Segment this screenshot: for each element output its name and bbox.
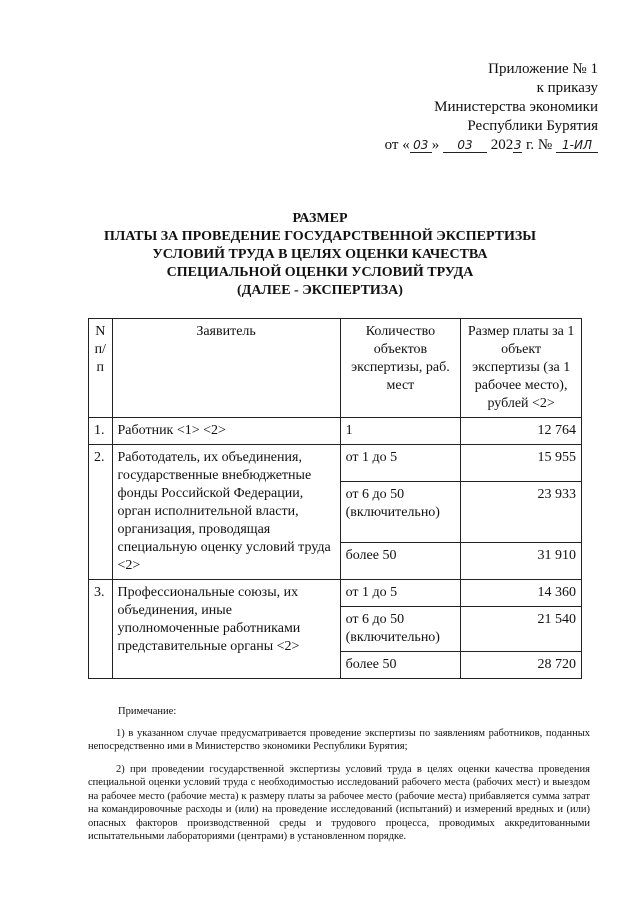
order-ref: к приказу (536, 80, 598, 96)
order-date-line (385, 136, 598, 155)
title-line-2: ПЛАТЫ ЗА ПРОВЕДЕНИЕ ГОСУДАРСТВЕННОЙ ЭКСПЕРТИЗЫ (103, 229, 537, 244)
table-row (89, 418, 582, 445)
table-row (89, 445, 582, 482)
footnotes (88, 705, 590, 853)
col-header-price: Размер платы за 1 объект экспертизы (за 1 рабочее место), рублей <2> (461, 319, 582, 418)
title-line-3: УСЛОВИЙ ТРУДА В ЦЕЛЯХ ОЦЕНКИ КАЧЕСТВА (152, 247, 488, 262)
price-cell: 31 910 (461, 543, 582, 580)
title-line-5: (ДАЛЕЕ - ЭКСПЕРТИЗА) (237, 283, 403, 298)
notes-label: Примечание: (118, 706, 177, 717)
document-title (0, 210, 640, 300)
table-row (89, 580, 582, 607)
price-cell: 14 360 (461, 580, 582, 607)
applicant-cell: Профессиональные союзы, их объединения, иные уполномоченные работниками представительные органы <2> (112, 580, 340, 679)
date-day: 03 (410, 138, 432, 153)
count-cell: от 6 до 50 (включительно) (340, 607, 461, 652)
order-number: 1-ИЛ (556, 138, 598, 153)
count-cell: от 1 до 5 (340, 580, 461, 607)
appendix-header (385, 60, 598, 155)
date-prefix: от « (384, 137, 410, 153)
col-header-num: N п/п (89, 319, 113, 418)
date-month: 03 (443, 138, 487, 153)
appendix-title: Приложение № 1 (488, 61, 598, 77)
footnote-2: 2) при проведении государственной экспертизы условий труда в целях оценки качества проведения специальной оценки условий труда с необходимостью исследований рабочего места (рабочих мест) и выездом на рабочее место (рабочие места) к размеру платы за рабочее место (рабочие места) прибавляется сумма затрат на командировочные расходы и (или) на проведение исследований (испытаний) и измерений вредных и (или) опасных факторов производственной среды и трудового процесса, проводимых аккредитованными испытательными лабораториями (центрами) в установленном порядке. (88, 763, 590, 842)
title-line-4: СПЕЦИАЛЬНОЙ ОЦЕНКИ УСЛОВИЙ ТРУДА (166, 265, 474, 280)
applicant-cell: Работник <1> <2> (112, 418, 340, 445)
table-header-row (89, 319, 582, 418)
row-number: 3. (89, 580, 113, 679)
title-line-1: РАЗМЕР (292, 211, 348, 226)
col-header-count: Количество объектов экспертизы, раб. мест (340, 319, 461, 418)
date-year-prefix: 202 (490, 137, 514, 153)
price-cell: 21 540 (461, 607, 582, 652)
price-cell: 28 720 (461, 652, 582, 679)
date-quote: » (431, 137, 440, 153)
count-cell: более 50 (340, 543, 461, 580)
count-cell: от 1 до 5 (340, 445, 461, 482)
count-cell: от 6 до 50 (включительно) (340, 481, 461, 542)
price-cell: 23 933 (461, 481, 582, 542)
col-header-applicant: Заявитель (112, 319, 340, 418)
order-number-label: г. № (525, 137, 553, 153)
count-cell: более 50 (340, 652, 461, 679)
price-cell: 12 764 (461, 418, 582, 445)
ministry-name: Министерства экономики (434, 99, 598, 115)
applicant-cell: Работодатель, их объединения, государственные внебюджетные фонды Российской Федерации, орган исполнительной власти, организация, проводящая специальную оценку условий труда <2> (112, 445, 340, 580)
date-year-digit: 3 (513, 138, 522, 152)
fee-table (88, 318, 582, 679)
price-cell: 15 955 (461, 445, 582, 482)
republic-name: Республики Бурятия (467, 118, 598, 134)
footnote-1: 1) в указанном случае предусматривается проведение экспертизы по заявлениям работников, поданных непосредственно ими в Министерство экономики Республики Бурятия; (88, 727, 590, 752)
count-cell: 1 (340, 418, 461, 445)
row-number: 1. (89, 418, 113, 445)
row-number: 2. (89, 445, 113, 580)
